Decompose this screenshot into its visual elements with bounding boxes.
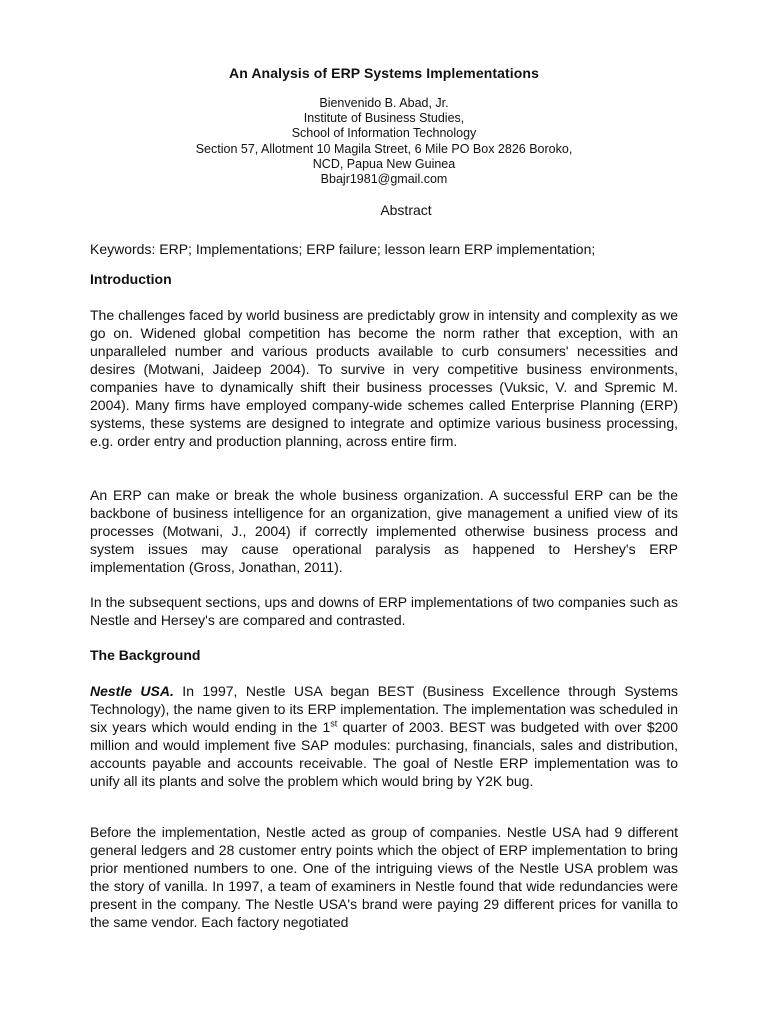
author-block: [0, 96, 768, 187]
keywords-line: Keywords: ERP; Implementations; ERP failure; lesson learn ERP implementation;: [90, 241, 596, 257]
introduction-heading: Introduction: [90, 271, 172, 287]
background-heading: The Background: [90, 647, 201, 663]
background-paragraph-2: Before the implementation, Nestle acted as group of companies. Nestle USA had 9 different general ledgers and 28 customer entry points which the object of ERP implementation to bring prior mentioned numbers to one. One of the intriguing views of the Nestle USA problem was the story of vanilla. In 1997, a team of examiners in Nestle found that wide redundancies were present in the company. The Nestle USA's brand were paying 29 different prices for vanilla to the same vendor. Each factory negotiated: [90, 824, 678, 930]
author-address-line-1: Section 57, Allotment 10 Magila Street, 6 Mile PO Box 2826 Boroko,: [195, 141, 573, 156]
author-email: Bbajr1981@gmail.com: [320, 172, 448, 187]
author-address-line-2: NCD, Papua New Guinea: [312, 156, 456, 171]
ordinal-superscript: st: [330, 718, 338, 729]
introduction-paragraph-2: An ERP can make or break the whole business organization. A successful ERP can be the backbone of business intelligence for an organization, give management a unified view of its processes (Motwani, J., 2004) if correctly implemented otherwise business process and system issues may cause operational paralysis as happened to Hershey's ERP implementation (Gross, Jonathan, 2011).: [90, 487, 678, 575]
author-institute: Institute of Business Studies,: [303, 111, 465, 126]
background-paragraph-1: [90, 682, 678, 790]
background-paragraph-1-text-b: quarter of 2003. BEST was budgeted with over $200 million and would implement five SAP modules: purchasing, financials, sales and distribution, accounts payable and accounts receivable. The goal of Nestle ERP implementation was to unify all its plants and solve the problem which would bring by Y2K bug.: [90, 719, 678, 789]
paper-title: An Analysis of ERP Systems Implementations: [229, 65, 539, 81]
abstract-heading: Abstract: [380, 202, 432, 218]
author-school: School of Information Technology: [291, 126, 477, 141]
introduction-paragraph-3: In the subsequent sections, ups and downs of ERP implementations of two companies such as Nestle and Hersey's are compared and contrasted.: [90, 594, 678, 628]
introduction-paragraph-1: The challenges faced by world business are predictably grow in intensity and complexity as we go on. Widened global competition has become the norm rather that exception, with an unparalleled number and various products available to curb consumers' necessities and desires (Motwani, Jaideep 2004). To survive in very competitive business environments, companies have to dynamically shift their business processes (Vuksic, V. and Spremic M. 2004). Many firms have employed company-wide schemes called Enterprise Planning (ERP) systems, these systems are designed to integrate and optimize various business processing, e.g. order entry and production planning, across entire firm.: [90, 307, 678, 449]
author-name: Bienvenido B. Abad, Jr.: [319, 96, 449, 110]
nestle-usa-lead: Nestle USA.: [90, 683, 174, 699]
background-paragraph-1-text-a: In 1997, Nestle USA began BEST (Business Excellence through Systems Technology), the name given to its ERP implementation. The implementation was scheduled in six years which would ending in the 1: [90, 683, 678, 735]
